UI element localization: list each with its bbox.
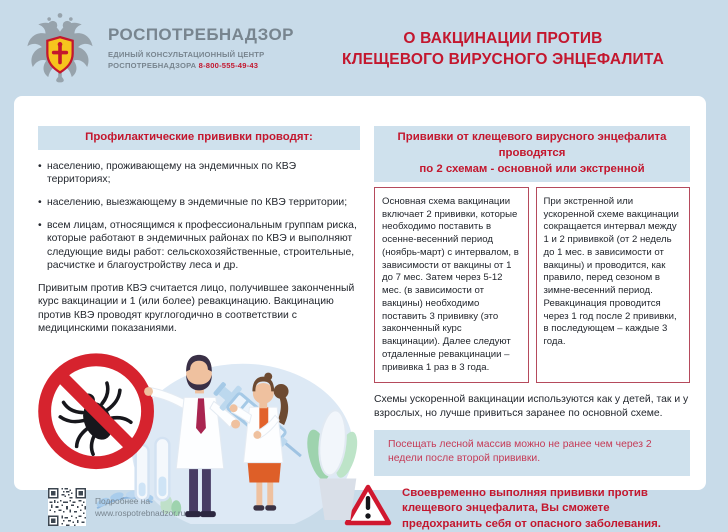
vaccinated-definition-paragraph: Привитым против КВЭ считается лицо, получившее законченный курс вакцинации и 1 (или более) ревакцинацию. Вакцинацию против КВЭ проводят круглогодично в соответствии с медицинскими показаниями. bbox=[38, 282, 355, 335]
right-section-heading bbox=[374, 126, 690, 182]
page-title-line2: КЛЕЩЕВОГО ВИРУСНОГО ЭНЦЕФАЛИТА bbox=[342, 51, 664, 68]
right-column bbox=[374, 126, 690, 532]
right-heading-line1: Прививки от клещевого вирусного энцефалита проводятся bbox=[397, 131, 667, 159]
center-name-line1: ЕДИНЫЙ КОНСУЛЬТАЦИОННЫЙ ЦЕНТР bbox=[108, 50, 265, 59]
left-column bbox=[38, 126, 360, 532]
brand-block bbox=[22, 8, 294, 88]
list-item: • населению, проживающему на эндемичных по КВЭ территориях; bbox=[38, 160, 360, 187]
no-ticks-prohibition-sign bbox=[45, 359, 148, 462]
express-scheme-box: При экстренной или ускоренной схеме вакцинации сокращается интервал между 1 и 2 прививкой (от 2 недель до 1 мес. в зависимости от вакцины) и проводится, как правило, перед сезоном в зимне-весенний период. Ревакцинация проводится через 1 год после 2 прививки, в последующем – каждые 3 года. bbox=[536, 187, 691, 384]
list-item: • всем лицам, относящимся к профессиональным группам риска, которые работают в эндемичных районах по КВЭ и выполняют следующие виды работ: сельскохозяйственные, строительные, расчистке и благоустройству леса и др. bbox=[38, 219, 360, 273]
hotline-phone: 8-800-555-49-43 bbox=[198, 61, 259, 70]
brand-text bbox=[108, 25, 294, 71]
page-title-line1: О ВАКЦИНАЦИИ ПРОТИВ bbox=[403, 30, 603, 48]
content-panel bbox=[14, 96, 706, 530]
more-info-text: Подробнее на bbox=[95, 495, 151, 506]
accelerated-scheme-note: Схемы ускоренной вакцинации используются как у детей, так и у взрослых, но лучше привиться заранее по основной схеме. bbox=[374, 394, 689, 420]
org-name: РОСПОТРЕБНАДЗОР bbox=[108, 25, 294, 44]
right-heading-line2: по 2 схемам - основной или экстренной bbox=[419, 162, 645, 175]
forest-visit-highlight: Посещать лесной массив можно не ранее чем через 2 недели после второй прививки. bbox=[374, 430, 690, 476]
consult-center-line bbox=[108, 49, 294, 71]
rospotrebnadzor-emblem-icon bbox=[22, 8, 98, 88]
scheme-boxes bbox=[374, 187, 690, 384]
main-scheme-box: Основная схема вакцинации включает 2 прививки, которые необходимо поставить в осенне-весенний период (ноябрь-март) с интервалом, в зависимости от вакцины от 1 до 7 мес. Затем через 5-12 мес. (в зависимости от вакцины) необходимо поставить 3 прививку (это законченный курс вакцинации). Далее следуют отдаленные ревакцинации – прививка 1 раз в 3 года. bbox=[374, 187, 529, 384]
vaccination-target-list bbox=[38, 160, 360, 273]
website-link[interactable]: www.rospotrebnadzor.ru bbox=[95, 508, 186, 519]
page-title bbox=[294, 25, 712, 71]
warning-block bbox=[344, 483, 690, 532]
qr-footer bbox=[48, 488, 185, 526]
qr-code bbox=[48, 488, 86, 526]
center-name-line2: РОСПОТРЕБНАДЗОРА bbox=[108, 61, 197, 70]
warning-text: Своевременно выполняя прививки против клещевого энцефалита, Вы сможете предохранить себя от опасного заболевания. bbox=[402, 487, 661, 530]
list-item: • населению, выезжающему в эндемичные по КВЭ территории; bbox=[38, 196, 360, 210]
header bbox=[0, 0, 728, 96]
qr-label bbox=[95, 495, 185, 520]
left-section-heading: Профилактические прививки проводят: bbox=[38, 126, 360, 150]
